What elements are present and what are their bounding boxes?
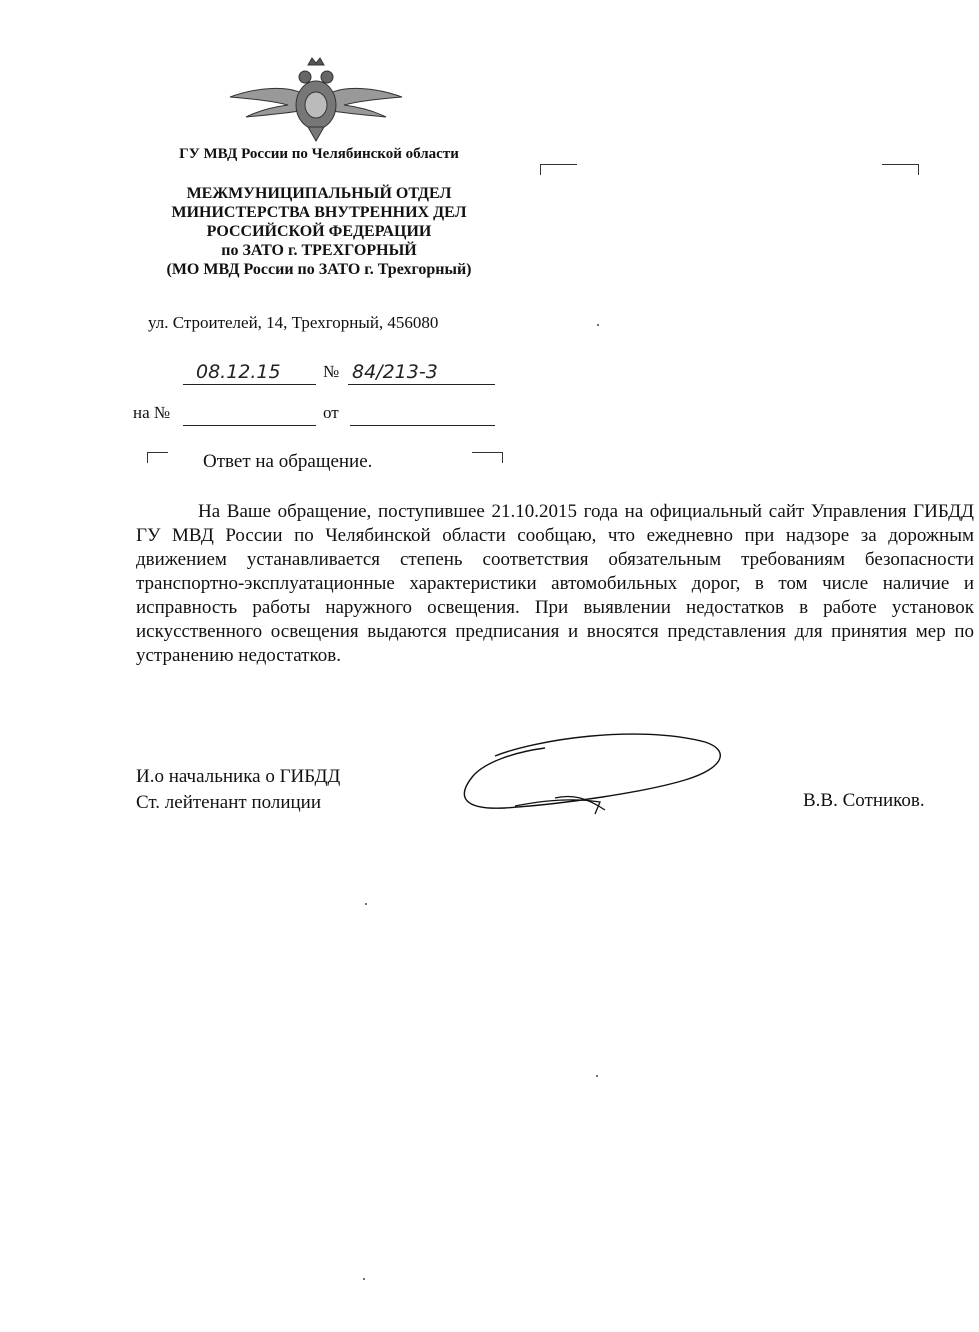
scan-speck <box>596 1075 598 1077</box>
scan-speck <box>597 324 599 326</box>
reply-number-underline <box>183 425 316 426</box>
eagle-emblem-icon <box>228 55 404 143</box>
subject-corner-right <box>472 452 503 463</box>
subject-line: Ответ на обращение. <box>203 451 373 472</box>
addressee-corner-right <box>882 164 919 175</box>
handwritten-signature <box>455 728 735 823</box>
number-label: № <box>323 362 340 381</box>
department-line: (МО МВД России по ЗАТО г. Трехгорный) <box>166 261 472 278</box>
scan-speck <box>365 903 367 905</box>
date-underline <box>183 384 316 385</box>
department-line: по ЗАТО г. ТРЕХГОРНЫЙ <box>221 242 417 259</box>
department-line: МИНИСТЕРСТВА ВНУТРЕННИХ ДЕЛ <box>171 204 467 221</box>
outgoing-date: 08.12.15 <box>196 361 281 383</box>
address: ул. Строителей, 14, Трехгорный, 456080 <box>148 313 439 332</box>
subject-corner-left <box>147 452 168 463</box>
outgoing-number: 84/213-3 <box>352 361 438 383</box>
from-label: от <box>323 403 339 422</box>
signatory-rank: Ст. лейтенант полиции <box>136 792 322 813</box>
reply-date-underline <box>350 425 495 426</box>
department-line: МЕЖМУНИЦИПАЛЬНЫЙ ОТДЕЛ <box>186 185 452 202</box>
number-underline <box>348 384 495 385</box>
reply-to-label: на № <box>133 403 171 422</box>
scan-speck <box>363 1278 365 1280</box>
signatory-name: В.В. Сотников. <box>803 790 925 811</box>
department-line: РОССИЙСКОЙ ФЕДЕРАЦИИ <box>206 223 432 240</box>
department-block <box>135 184 503 279</box>
letter-body: На Ваше обращение, поступившее 21.10.2015 года на официальный сайт Управления ГИБДД ГУ МВД России по Челябинской области сообщаю, что ежедневно при надзоре за дорожным движением устанавливается степень соответствия обязательным требованиям безопасности транспортно-эксплуатационные характеристики автомобильных дорог, в том числе наличие и исправность работы наружного освещения. При выявлении недостатков в работе установок искусственного освещения выдаются предписания и вносятся представления для принятия мер по устранению недостатков. <box>136 501 974 666</box>
parent-organization: ГУ МВД России по Челябинской области <box>179 146 459 162</box>
signatory-block <box>136 764 340 816</box>
signatory-position: И.о начальника о ГИБДД <box>136 766 341 787</box>
addressee-corner-left <box>540 164 577 175</box>
